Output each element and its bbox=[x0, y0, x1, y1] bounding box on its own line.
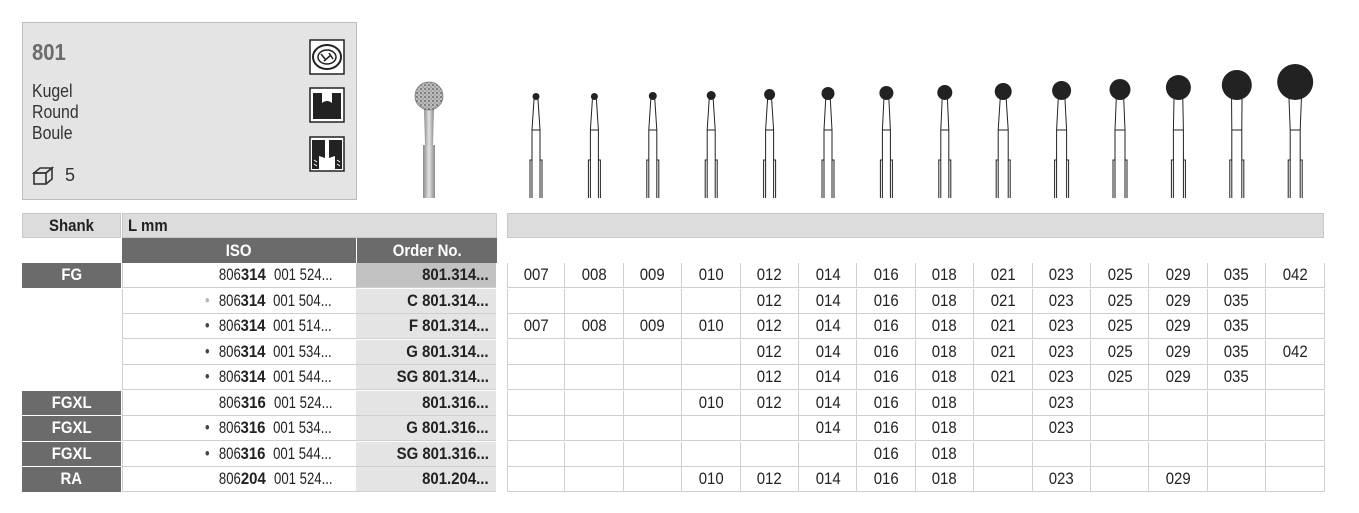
size-cell bbox=[565, 289, 623, 314]
size-cell bbox=[1091, 416, 1149, 441]
size-cell: 016 bbox=[857, 289, 915, 314]
size-cell bbox=[507, 467, 565, 492]
size-cell: 018 bbox=[916, 340, 974, 365]
dark-dot-icon: • bbox=[204, 367, 210, 386]
bur-head bbox=[649, 92, 657, 100]
size-cell bbox=[682, 289, 740, 314]
bur-photo bbox=[415, 82, 443, 198]
bur-shank-outline bbox=[705, 99, 717, 198]
size-cell bbox=[682, 365, 740, 390]
size-cell bbox=[624, 365, 682, 390]
iso-code: • 806316001 534... bbox=[122, 416, 356, 441]
size-cell: 016 bbox=[857, 442, 915, 467]
size-cell bbox=[507, 289, 565, 314]
light-dot-icon: • bbox=[204, 290, 210, 310]
size-cell: 010 bbox=[682, 263, 740, 288]
size-cell: 014 bbox=[799, 391, 857, 416]
size-cell: 012 bbox=[741, 314, 799, 339]
size-cell: 023 bbox=[1033, 314, 1091, 339]
bur-head bbox=[1052, 81, 1071, 100]
bur-shank-outline bbox=[1055, 98, 1069, 198]
size-cell: 016 bbox=[857, 391, 915, 416]
size-cell: 016 bbox=[857, 314, 915, 339]
iso-code: 806316001 524... bbox=[122, 391, 356, 416]
size-cell: 014 bbox=[799, 289, 857, 314]
bur-shank-outline bbox=[822, 99, 834, 198]
size-cell bbox=[507, 391, 565, 416]
size-cell bbox=[1149, 391, 1207, 416]
dark-dot-icon: • bbox=[204, 443, 210, 463]
size-cell bbox=[624, 416, 682, 441]
order-number: 801.204... bbox=[356, 467, 496, 492]
size-cell bbox=[507, 340, 565, 365]
size-cell: 021 bbox=[974, 289, 1032, 314]
size-cell bbox=[1266, 314, 1324, 339]
size-cell bbox=[624, 391, 682, 416]
size-cell: 023 bbox=[1033, 289, 1091, 314]
size-cell bbox=[1266, 365, 1324, 390]
size-cell bbox=[624, 442, 682, 467]
size-cell: 018 bbox=[916, 467, 974, 492]
bur-shank-outline bbox=[764, 99, 776, 198]
size-cell bbox=[507, 365, 565, 390]
shank-label: FGXL bbox=[22, 416, 121, 441]
pack-quantity-value: 5 bbox=[65, 165, 76, 185]
bur-head bbox=[822, 87, 835, 100]
iso-header: ISO bbox=[122, 238, 356, 263]
size-cell: 012 bbox=[741, 365, 799, 390]
size-cell bbox=[565, 365, 623, 390]
size-cell: 012 bbox=[741, 263, 799, 288]
size-cell bbox=[1091, 442, 1149, 467]
bur-head bbox=[764, 89, 775, 100]
size-cell bbox=[974, 467, 1032, 492]
order-number: F 801.314... bbox=[356, 314, 496, 339]
size-cell: 023 bbox=[1033, 365, 1091, 390]
size-cell: 023 bbox=[1033, 340, 1091, 365]
bur-head bbox=[707, 91, 716, 100]
size-cell: 008 bbox=[565, 263, 623, 288]
size-cell: 016 bbox=[857, 340, 915, 365]
size-cell: 014 bbox=[799, 314, 857, 339]
bur-head bbox=[995, 83, 1012, 100]
iso-code: • 806314001 534... bbox=[122, 340, 356, 365]
iso-code: 806204001 524... bbox=[122, 467, 356, 492]
size-cell: 010 bbox=[682, 391, 740, 416]
bur-shank-outline bbox=[1288, 96, 1302, 198]
iso-code: • 806314001 504... bbox=[122, 289, 356, 314]
size-cell: 018 bbox=[916, 416, 974, 441]
size-cell: 009 bbox=[624, 314, 682, 339]
size-cell: 021 bbox=[974, 340, 1032, 365]
shank-label: FGXL bbox=[22, 391, 121, 416]
size-cell: 014 bbox=[799, 365, 857, 390]
iso-code: • 806314001 544... bbox=[122, 365, 356, 390]
shank-label: FGXL bbox=[22, 442, 121, 467]
size-cell: 014 bbox=[799, 340, 857, 365]
bur-shank-outline bbox=[588, 99, 600, 198]
size-cell: 023 bbox=[1033, 416, 1091, 441]
size-cell: 014 bbox=[799, 467, 857, 492]
bur-shank-outline bbox=[647, 99, 659, 198]
size-cell bbox=[974, 442, 1032, 467]
order-number: 801.314... bbox=[356, 263, 496, 288]
size-cell bbox=[974, 391, 1032, 416]
bur-head bbox=[879, 86, 893, 100]
size-cell: 018 bbox=[916, 442, 974, 467]
size-cell: 025 bbox=[1091, 314, 1149, 339]
size-cell: 025 bbox=[1091, 340, 1149, 365]
size-cell: 035 bbox=[1208, 263, 1266, 288]
size-cell: 018 bbox=[916, 289, 974, 314]
size-cell bbox=[682, 416, 740, 441]
size-cell: 042 bbox=[1266, 340, 1324, 365]
size-cell bbox=[1208, 467, 1266, 492]
shank-header: Shank bbox=[22, 213, 121, 238]
bur-shank-outline bbox=[939, 99, 951, 199]
size-cell: 014 bbox=[799, 263, 857, 288]
bur-head bbox=[1222, 70, 1252, 100]
size-cell: 025 bbox=[1091, 289, 1149, 314]
bur-head bbox=[937, 85, 952, 100]
bur-shank-outline bbox=[530, 99, 542, 198]
bur-head bbox=[533, 93, 540, 100]
bur-head bbox=[1166, 75, 1191, 100]
size-cell: 012 bbox=[741, 289, 799, 314]
dark-dot-icon: • bbox=[204, 418, 210, 437]
size-cell: 016 bbox=[857, 263, 915, 288]
size-cell bbox=[507, 416, 565, 441]
size-cell bbox=[1033, 442, 1091, 467]
size-cell bbox=[1266, 289, 1324, 314]
order-number: SG 801.314... bbox=[356, 365, 496, 390]
size-cell bbox=[1266, 442, 1324, 467]
size-cell bbox=[565, 416, 623, 441]
size-cell bbox=[799, 442, 857, 467]
size-cell: 016 bbox=[857, 416, 915, 441]
size-cell: 010 bbox=[682, 467, 740, 492]
size-cell: 042 bbox=[1266, 263, 1324, 288]
product-number: 801 bbox=[32, 39, 66, 65]
size-cell: 023 bbox=[1033, 391, 1091, 416]
size-cell bbox=[1208, 416, 1266, 441]
bur-illustrations bbox=[0, 0, 1359, 205]
size-cell: 029 bbox=[1149, 263, 1207, 288]
bur-head bbox=[1277, 64, 1313, 100]
size-cell bbox=[741, 416, 799, 441]
shank-label: RA bbox=[22, 467, 121, 492]
sizes-header-bar bbox=[507, 213, 1324, 238]
size-cell: 007 bbox=[507, 263, 565, 288]
size-cell bbox=[682, 442, 740, 467]
size-cell bbox=[1149, 416, 1207, 441]
size-cell: 021 bbox=[974, 263, 1032, 288]
size-cell bbox=[565, 467, 623, 492]
size-cell: 021 bbox=[974, 314, 1032, 339]
order-number: G 801.314... bbox=[356, 340, 496, 365]
order-number: G 801.316... bbox=[356, 416, 496, 441]
bur-head bbox=[591, 93, 598, 100]
bur-shank-outline bbox=[1230, 97, 1244, 198]
product-name-en: Round bbox=[32, 102, 79, 122]
size-cell bbox=[1266, 467, 1324, 492]
bur-shank-outline bbox=[996, 98, 1010, 198]
order-number: 801.316... bbox=[356, 391, 496, 416]
size-cell: 029 bbox=[1149, 314, 1207, 339]
size-cell: 018 bbox=[916, 365, 974, 390]
order-number: SG 801.316... bbox=[356, 442, 496, 467]
size-cell bbox=[624, 340, 682, 365]
dark-dot-icon: • bbox=[204, 316, 210, 335]
size-cell: 012 bbox=[741, 391, 799, 416]
size-cell: 035 bbox=[1208, 365, 1266, 390]
size-cell: 012 bbox=[741, 467, 799, 492]
size-cell bbox=[741, 442, 799, 467]
bur-shank-outline bbox=[1171, 98, 1185, 199]
size-cell: 009 bbox=[624, 263, 682, 288]
size-cell: 023 bbox=[1033, 467, 1091, 492]
size-cell: 023 bbox=[1033, 263, 1091, 288]
size-cell: 018 bbox=[916, 314, 974, 339]
size-cell: 016 bbox=[857, 365, 915, 390]
bur-head bbox=[1110, 79, 1131, 100]
size-cell: 035 bbox=[1208, 314, 1266, 339]
dark-dot-icon: • bbox=[204, 341, 210, 361]
size-cell: 018 bbox=[916, 391, 974, 416]
size-cell bbox=[682, 340, 740, 365]
product-name-fr: Boule bbox=[32, 123, 73, 143]
size-cell: 025 bbox=[1091, 365, 1149, 390]
size-cell bbox=[507, 442, 565, 467]
bur-size-drawings bbox=[530, 64, 1313, 198]
size-cell: 029 bbox=[1149, 289, 1207, 314]
bur-shank-outline bbox=[880, 99, 892, 198]
size-cell bbox=[624, 467, 682, 492]
size-cell bbox=[1208, 391, 1266, 416]
bur-shank-outline bbox=[1113, 98, 1127, 198]
size-cell: 018 bbox=[916, 263, 974, 288]
length-header: L mm bbox=[122, 213, 497, 238]
size-cell: 014 bbox=[799, 416, 857, 441]
size-cell: 035 bbox=[1208, 340, 1266, 365]
size-cell: 035 bbox=[1208, 289, 1266, 314]
size-cell: 016 bbox=[857, 467, 915, 492]
size-cell bbox=[565, 340, 623, 365]
size-cell: 021 bbox=[974, 365, 1032, 390]
iso-code: • 806316001 544... bbox=[122, 442, 356, 467]
product-name-de: Kugel bbox=[32, 81, 73, 101]
size-cell bbox=[1149, 442, 1207, 467]
size-cell: 029 bbox=[1149, 365, 1207, 390]
size-cell: 012 bbox=[741, 340, 799, 365]
iso-code: • 806314001 514... bbox=[122, 314, 356, 339]
size-cell: 010 bbox=[682, 314, 740, 339]
size-cell bbox=[565, 442, 623, 467]
size-cell bbox=[1091, 391, 1149, 416]
size-cell: 025 bbox=[1091, 263, 1149, 288]
order-header: Order No. bbox=[357, 238, 497, 263]
size-cell bbox=[1266, 416, 1324, 441]
size-cell bbox=[1091, 467, 1149, 492]
size-cell bbox=[624, 289, 682, 314]
size-cell: 007 bbox=[507, 314, 565, 339]
size-cell: 008 bbox=[565, 314, 623, 339]
shank-label: FG bbox=[22, 263, 121, 288]
order-number: C 801.314... bbox=[356, 289, 496, 314]
iso-code: 806314001 524... bbox=[122, 263, 356, 288]
size-cell: 029 bbox=[1149, 340, 1207, 365]
size-cell: 029 bbox=[1149, 467, 1207, 492]
size-cell bbox=[1266, 391, 1324, 416]
size-cell bbox=[565, 391, 623, 416]
size-cell bbox=[1208, 442, 1266, 467]
size-cell bbox=[974, 416, 1032, 441]
